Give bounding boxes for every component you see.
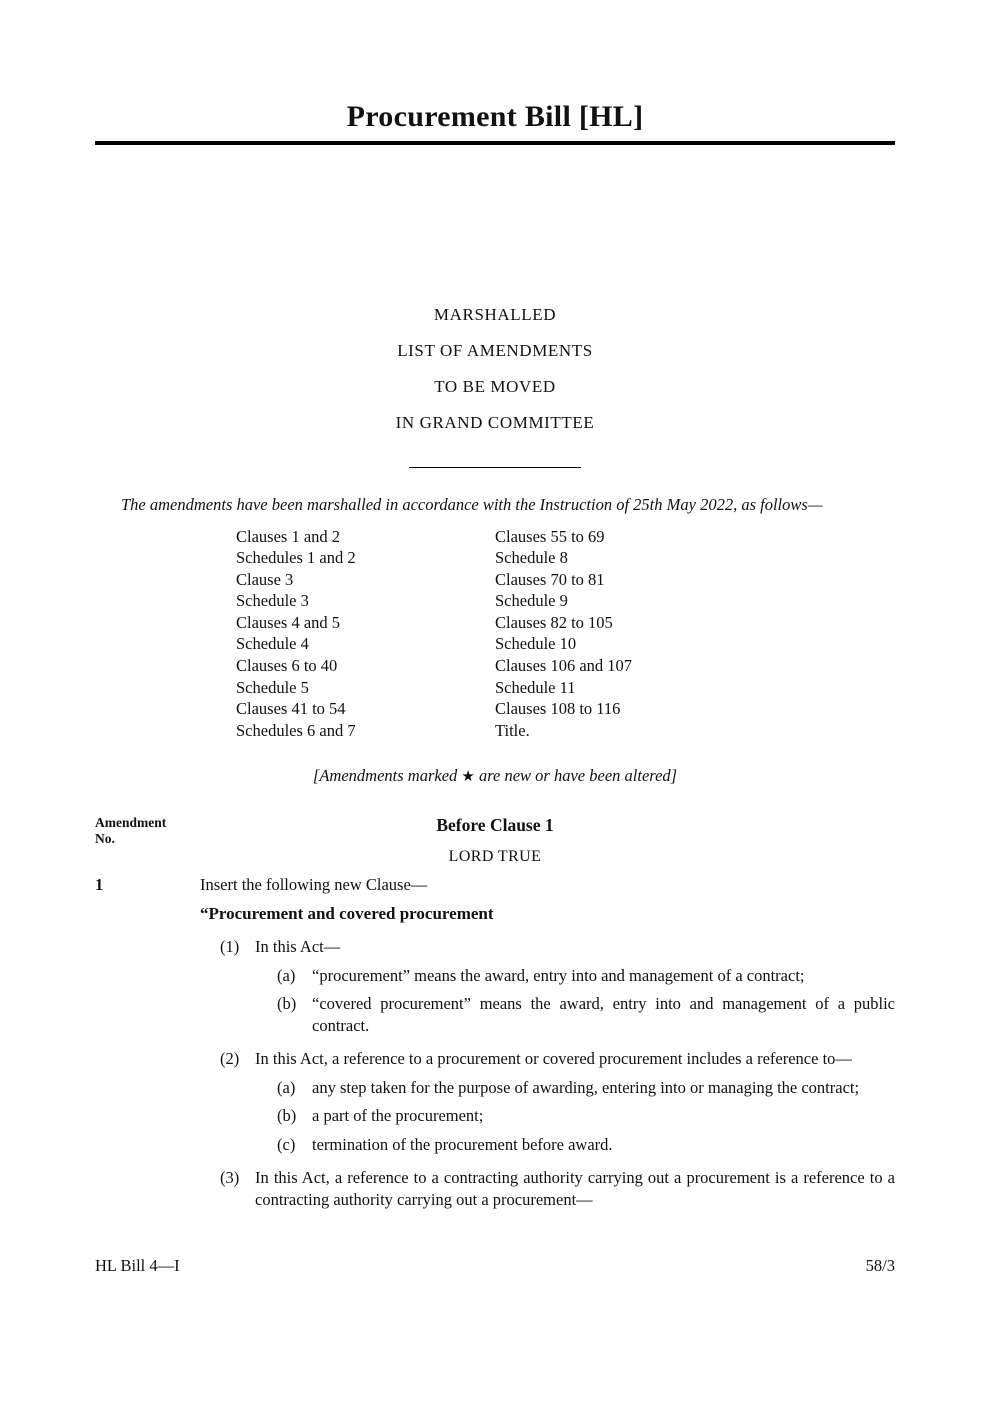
paragraph-number: (b) bbox=[277, 994, 297, 1014]
amendment-instruction: Insert the following new Clause— bbox=[200, 875, 428, 895]
marshalling-left-column bbox=[236, 526, 495, 742]
subsection-text: In this Act— bbox=[255, 937, 341, 957]
star-icon: ★ bbox=[461, 769, 475, 786]
amendment-no-label-line1: Amendment bbox=[95, 815, 167, 831]
marshalling-item: Title. bbox=[495, 720, 530, 740]
marshalling-item: Clauses 70 to 81 bbox=[495, 569, 605, 589]
marshalling-item: Schedule 11 bbox=[495, 677, 576, 697]
marshalling-item: Schedules 6 and 7 bbox=[236, 720, 356, 740]
bill-title: Procurement Bill [HL] bbox=[346, 100, 644, 133]
amendments-notice bbox=[95, 766, 895, 786]
paragraph-text: a part of the procurement; bbox=[312, 1106, 484, 1126]
paragraph-a bbox=[255, 965, 895, 987]
marshalling-item: Clauses 55 to 69 bbox=[495, 526, 605, 546]
footer-session-number: 58/3 bbox=[865, 1256, 895, 1275]
title-rule bbox=[95, 141, 895, 145]
paragraph-number: (a) bbox=[277, 1077, 296, 1097]
page-footer bbox=[95, 1256, 895, 1276]
subsection-number: (2) bbox=[220, 1049, 240, 1069]
paragraph-text: termination of the procurement before award. bbox=[312, 1134, 613, 1154]
paragraph-a bbox=[255, 1077, 895, 1099]
notice-suffix: are new or have been altered] bbox=[474, 766, 678, 786]
marshalling-intro: The amendments have been marshalled in accordance with the Instruction of 25th May 2022, as follows— bbox=[121, 495, 823, 514]
marshalling-item: Clauses 6 to 40 bbox=[236, 656, 338, 676]
heading-list-of-amendments: LIST OF AMENDMENTS bbox=[397, 341, 593, 360]
paragraph-b bbox=[255, 1105, 895, 1127]
section-heading: Before Clause 1 bbox=[436, 815, 554, 836]
paragraph-text: “procurement” means the award, entry into and management of a contract; bbox=[312, 965, 805, 985]
marshalling-item: Clauses 41 to 54 bbox=[236, 699, 346, 719]
amendment-number: 1 bbox=[95, 875, 104, 895]
marshalling-item: Schedule 10 bbox=[495, 634, 577, 654]
marshalling-item: Schedule 4 bbox=[236, 634, 309, 654]
subsection-number: (1) bbox=[220, 937, 240, 957]
marshalling-columns bbox=[236, 526, 895, 742]
notice-prefix: [Amendments marked bbox=[312, 766, 462, 786]
mover-name: LORD TRUE bbox=[448, 848, 542, 866]
marshalling-item: Schedule 9 bbox=[495, 591, 568, 611]
marshalling-item: Schedules 1 and 2 bbox=[236, 548, 356, 568]
subsection-text: In this Act, a reference to a contracting authority carrying out a procurement is a reference to a contracting authority carrying out a procurement— bbox=[255, 1168, 895, 1209]
subsection-1 bbox=[95, 936, 895, 1036]
subsection-number: (3) bbox=[220, 1168, 240, 1188]
paragraph-b bbox=[255, 993, 895, 1036]
clause-title: “Procurement and covered procurement bbox=[200, 903, 494, 923]
marshalling-item: Clauses 108 to 116 bbox=[495, 699, 621, 719]
paragraph-text: “covered procurement” means the award, entry into and management of a public contract. bbox=[312, 994, 895, 1035]
marshalling-item: Schedule 8 bbox=[495, 548, 568, 568]
document-headings bbox=[95, 297, 895, 441]
marshalling-item: Clauses 4 and 5 bbox=[236, 612, 341, 632]
marshalling-item: Schedule 3 bbox=[236, 591, 309, 611]
subsection-2 bbox=[95, 1048, 895, 1155]
paragraph-number: (a) bbox=[277, 965, 296, 985]
subsection-text: In this Act, a reference to a procurement or covered procurement includes a reference to— bbox=[255, 1049, 852, 1069]
paragraph-number: (c) bbox=[277, 1134, 296, 1154]
marshalling-item: Clause 3 bbox=[236, 569, 294, 589]
footer-bill-number: HL Bill 4—I bbox=[95, 1256, 180, 1275]
paragraph-number: (b) bbox=[277, 1106, 297, 1126]
amendment-1 bbox=[95, 874, 895, 1210]
section-header bbox=[95, 815, 895, 866]
paragraph-text: any step taken for the purpose of awarding, entering into or managing the contract; bbox=[312, 1077, 860, 1097]
marshalling-item: Schedule 5 bbox=[236, 677, 309, 697]
subsection-3 bbox=[95, 1167, 895, 1210]
marshalling-right-column bbox=[495, 526, 895, 742]
separator-rule bbox=[409, 467, 581, 468]
heading-to-be-moved: TO BE MOVED bbox=[434, 377, 556, 396]
heading-in-grand-committee: IN GRAND COMMITTEE bbox=[395, 413, 595, 432]
marshalling-item: Clauses 1 and 2 bbox=[236, 526, 341, 546]
paragraph-c bbox=[255, 1134, 895, 1156]
marshalling-item: Clauses 106 and 107 bbox=[495, 656, 633, 676]
amendment-no-label-line2: No. bbox=[95, 831, 115, 847]
marshalling-item: Clauses 82 to 105 bbox=[495, 612, 613, 632]
amendment-no-label bbox=[95, 815, 166, 847]
heading-marshalled: MARSHALLED bbox=[433, 305, 557, 324]
